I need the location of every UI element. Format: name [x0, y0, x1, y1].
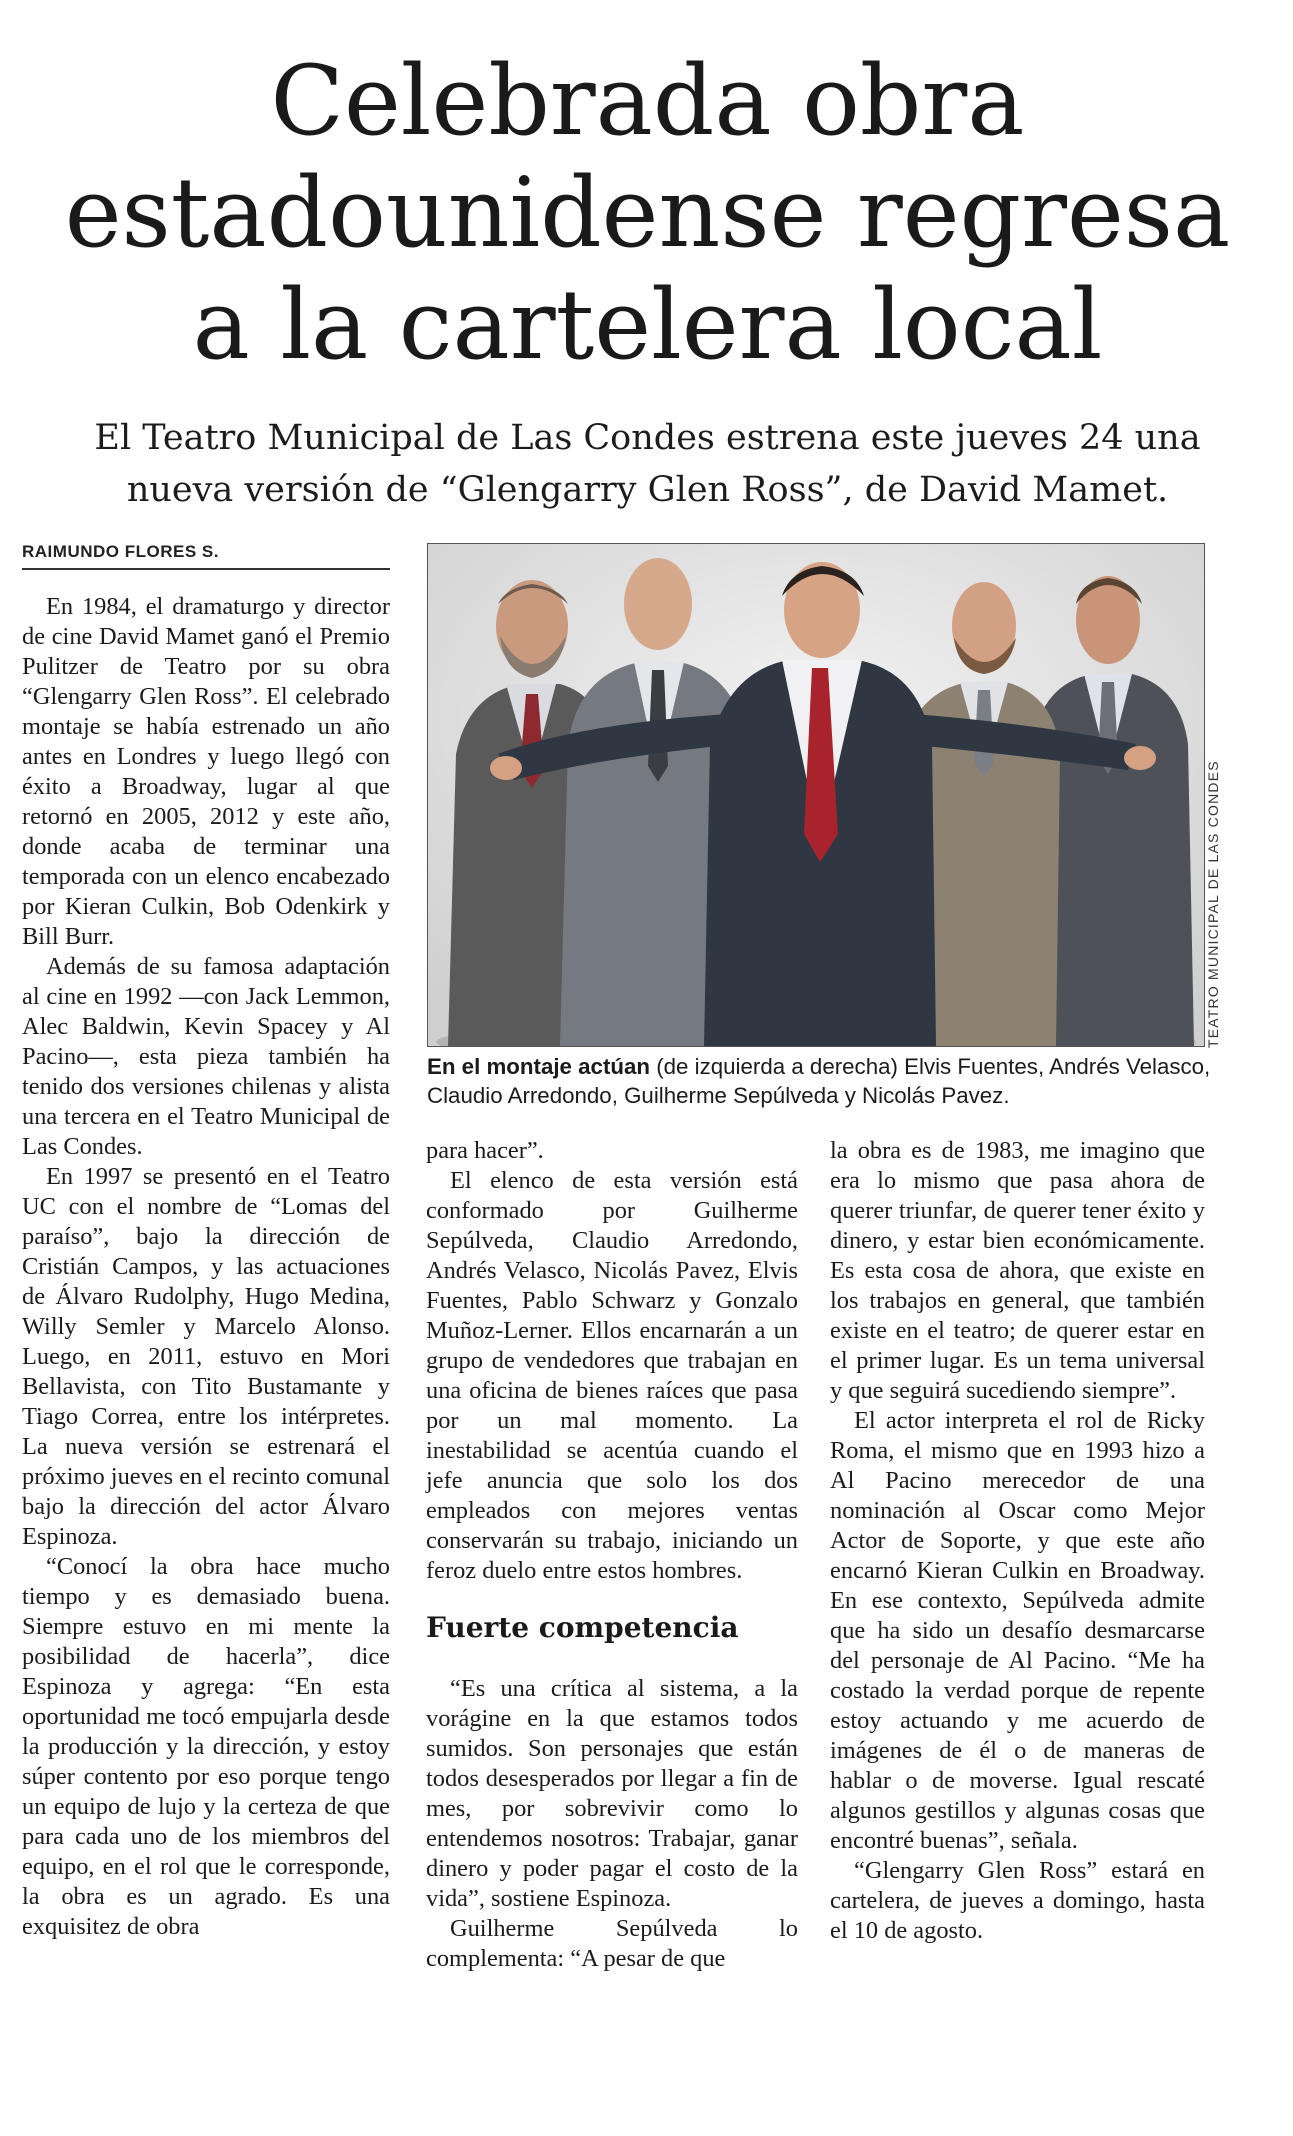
paragraph-7: Guilherme Sepúlveda lo complementa: “A pesar de que: [426, 1915, 798, 1972]
section-subheading: Fuerte competencia: [426, 1611, 739, 1644]
paragraph-4-continued: para hacer”.: [426, 1137, 544, 1164]
deck-line-1: El Teatro Municipal de Las Condes estrena este jueves 24 una: [94, 418, 1201, 458]
body-column-3: [830, 1136, 1205, 1946]
body-column-2: [426, 1136, 798, 1974]
paragraph-7-continued: la obra es de 1983, me imagino que era lo mismo que pasa ahora de querer triunfar, de querer tener éxito y dinero, y estar bien económicamente. Es esta cosa de ahora, que existe en los trabajos en general, que también existe en el teatro; de querer estar en el primer lugar. Es un tema universal y que seguirá sucediendo siempre”.: [830, 1137, 1205, 1404]
paragraph-6: “Es una crítica al sistema, a la vorágine en la que estamos todos sumidos. Son personajes que están todos desesperados por llegar a fin de mes, por sobrevivir como lo entendemos nosotros: Trabajar, ganar dinero y poder pagar el costo de la vida”, sostiene Espinoza.: [426, 1675, 798, 1912]
paragraph-5: El elenco de esta versión está conformado por Guilherme Sepúlveda, Claudio Arredondo, Andrés Velasco, Nicolás Pavez, Elvis Fuentes, Pablo Schwarz y Gonzalo Muñoz-Lerner. Ellos encarnarán a un grupo de vendedores que trabajan en una oficina de bienes raíces que pasa por un mal momento. La inestabilidad se acentúa cuando el jefe anuncia que solo los dos empleados con mejores ventas conservarán su trabajo, iniciando un feroz duelo entre estos hombres.: [426, 1167, 798, 1584]
deck-line-2: nueva versión de “Glengarry Glen Ross”, de David Mamet.: [126, 470, 1169, 510]
byline: RAIMUNDO FLORES S.: [22, 542, 390, 570]
paragraph-1: En 1984, el dramaturgo y director de cine David Mamet ganó el Premio Pulitzer de Teatro por su obra “Glengarry Glen Ross”. El celebrado montaje se había estrenado un año antes en Londres y luego llegó con éxito a Broadway, lugar al que retornó en 2005, 2012 y este año, donde acaba de terminar una temporada con un elenco encabezado por Kieran Culkin, Bob Odenkirk y Bill Burr.: [22, 593, 390, 950]
photo-credit: TEATRO MUNICIPAL DE LAS CONDES: [1205, 760, 1221, 1048]
caption-lead: En el montaje actúan: [427, 1054, 651, 1079]
paragraph-2: Además de su famosa adaptación al cine en 1992 —con Jack Lemmon, Alec Baldwin, Kevin Spacey y Al Pacino—, esta pieza también ha tenido dos versiones chilenas y alista una tercera en el Teatro Municipal de Las Condes.: [22, 953, 390, 1160]
paragraph-3: En 1997 se presentó en el Teatro UC con el nombre de “Lomas del paraíso”, bajo la dirección de Cristián Campos, y las actuaciones de Álvaro Rudolphy, Hugo Medina, Willy Semler y Marcelo Alonso. Luego, en 2011, estuvo en Mori Bellavista, con Tito Bustamante y Tiago Correa, entre los intérpretes. La nueva versión se estrenará el próximo jueves en el recinto comunal bajo la dirección del actor Álvaro Espinoza.: [22, 1163, 390, 1550]
photo-caption: [427, 1052, 1217, 1110]
caption-text: (de izquierda a derecha) Elvis Fuentes, Andrés Velasco, Claudio Arredondo, Guilherme Sepúlveda y Nicolás Pavez.: [427, 1054, 1211, 1108]
subheadline-deck: [30, 412, 1265, 516]
paragraph-9: “Glengarry Glen Ross” estará en cartelera, de jueves a domingo, hasta el 10 de agosto.: [830, 1857, 1205, 1944]
cast-photo-illustration: [428, 544, 1204, 1046]
cast-photo: [427, 543, 1205, 1047]
body-column-1: [22, 592, 390, 1942]
paragraph-8: El actor interpreta el rol de Ricky Roma, el mismo que en 1993 hizo a Al Pacino merecedor de una nominación al Oscar como Mejor Actor de Soporte, y que este año encarnó Kieran Culkin en Broadway. En ese contexto, Sepúlveda admite que ha sido un desafío desmarcarse del personaje de Al Pacino. “Me ha costado la verdad porque de repente estoy actuando y me acuerdo de imágenes de él o de maneras de hablar o de moverse. Igual rescaté algunos gestillos y algunas cosas que encontré buenas”, señala.: [830, 1407, 1205, 1854]
headline-line-2: estadounidense regresa: [64, 157, 1231, 269]
headline: [40, 45, 1255, 381]
headline-line-1: Celebrada obra: [270, 45, 1025, 157]
headline-line-3: a la cartelera local: [192, 269, 1103, 381]
paragraph-4: “Conocí la obra hace mucho tiempo y es demasiado buena. Siempre estuvo en mi mente la posibilidad de hacerla”, dice Espinoza y agrega: “En esta oportunidad me tocó empujarla desde la producción y la dirección, y estoy súper contento por eso porque tengo un equipo de lujo y la certeza de que para cada uno de los miembros del equipo, en el rol que le corresponde, la obra es un agrado. Es una exquisitez de obra: [22, 1553, 390, 1940]
